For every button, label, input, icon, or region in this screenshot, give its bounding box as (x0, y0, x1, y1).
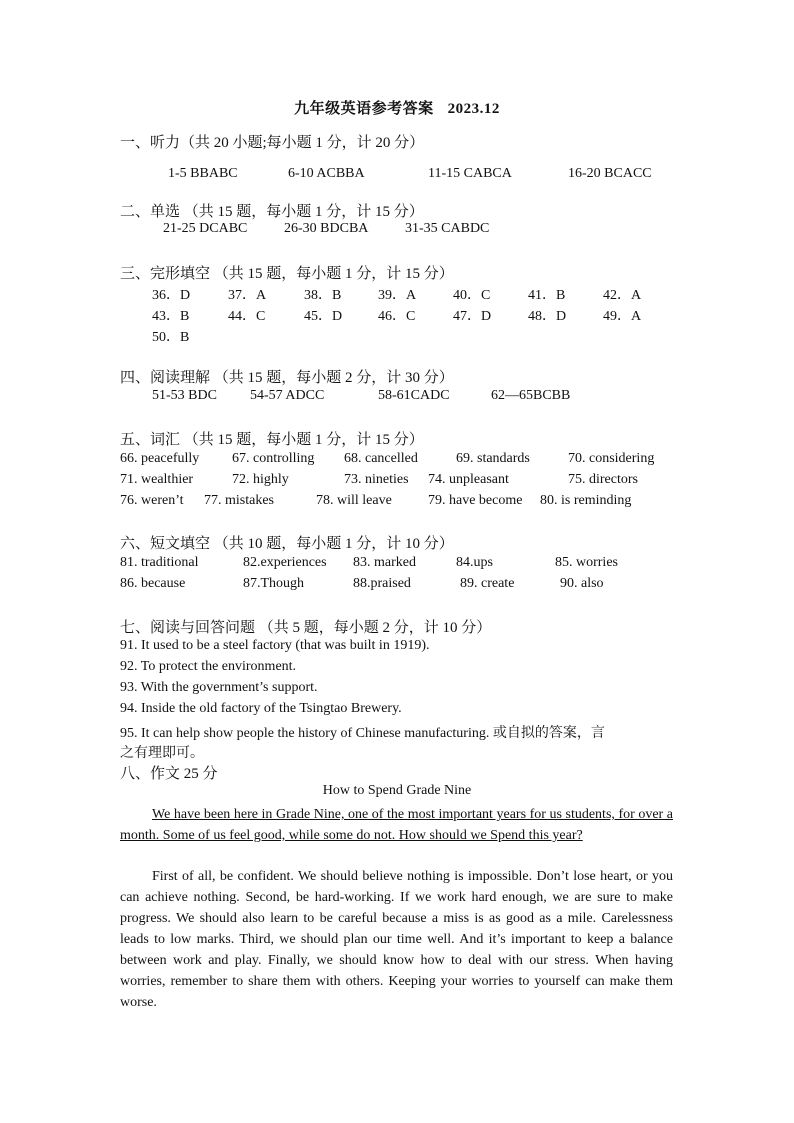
section-6-row-1 (0, 555, 794, 575)
section-4-heading: 四、阅读理解 （共 15 题，每小题 2 分，计 30 分） (120, 370, 454, 386)
answer-item: 78. will leave (316, 493, 392, 508)
section-2-heading: 二、单选 （共 15 题，每小题 1 分，计 15 分） (120, 204, 424, 220)
answer-item: 87.Though (243, 576, 305, 591)
answer-line: 92. To protect the environment. (120, 659, 297, 674)
answer-group: 11-15 CABCA (428, 166, 512, 181)
answer-item: 36．D (152, 288, 191, 303)
essay-intro-paragraph (120, 804, 673, 846)
essay-title: How to Spend Grade Nine (322, 783, 472, 798)
section-6-heading: 六、短文填空 （共 10 题，每小题 1 分，计 10 分） (120, 536, 454, 552)
answer-item: 46．C (378, 309, 416, 324)
answer-item: 80. is reminding (540, 493, 632, 508)
section-5-heading: 五、词汇 （共 15 题，每小题 1 分，计 15 分） (120, 432, 424, 448)
section-7-heading: 七、阅读与回答问题 （共 5 题，每小题 2 分，计 10 分） (120, 620, 492, 636)
answer-item: 83. marked (353, 555, 416, 570)
answer-item: 82.experiences (243, 555, 327, 570)
answer-item: 72. highly (232, 472, 289, 487)
answer-item: 88.praised (353, 576, 411, 591)
answer-item: 38．B (304, 288, 342, 303)
section-5-row-2 (0, 472, 794, 492)
answer-item: 66. peacefully (120, 451, 200, 466)
answer-item: 90. also (560, 576, 604, 591)
answer-item: 40．C (453, 288, 491, 303)
answer-item: 71. wealthier (120, 472, 194, 487)
section-6-row-2 (0, 576, 794, 596)
section-5-row-3 (0, 493, 794, 513)
answer-group: 58-61CADC (378, 388, 450, 403)
answer-item: 44．C (228, 309, 266, 324)
answer-item: 79. have become (428, 493, 523, 508)
section-1-heading: 一、听力（共 20 小题;每小题 1 分，计 20 分） (120, 135, 425, 151)
answer-item: 86. because (120, 576, 186, 591)
answer-group: 1-5 BBABC (168, 166, 238, 181)
answer-group: 62—65BCBB (491, 388, 571, 403)
section-5-row-1 (0, 451, 794, 471)
answer-group: 16-20 BCACC (568, 166, 652, 181)
answer-item: 89. create (460, 576, 515, 591)
section-8-heading: 八、作文 25 分 (120, 766, 218, 782)
answer-item: 43．B (152, 309, 190, 324)
answer-item: 49．A (603, 309, 642, 324)
answer-item: 76. weren’t (120, 493, 184, 508)
section-4-answers (0, 388, 794, 408)
section-3-row-1 (0, 284, 794, 304)
essay-body-paragraph (120, 866, 673, 1013)
title-date: 2023.12 (447, 101, 500, 117)
answer-item: 67. controlling (232, 451, 315, 466)
answer-line: 95. It can help show people the history of Chinese manufacturing. 或自拟的答案，言 (120, 726, 605, 741)
answer-item: 42．A (603, 288, 642, 303)
answer-line: 94. Inside the old factory of the Tsingtao Brewery. (120, 701, 402, 716)
answer-item: 74. unpleasant (428, 472, 509, 487)
answer-item: 70. considering (568, 451, 655, 466)
section-2-answers (0, 221, 794, 241)
section-1-answers (0, 166, 794, 186)
answer-item: 37．A (228, 288, 267, 303)
page-title (0, 97, 794, 118)
answer-group: 31-35 CABDC (405, 221, 490, 236)
answer-item: 41．B (528, 288, 566, 303)
answer-item: 45．D (304, 309, 343, 324)
answer-line: 93. With the government’s support. (120, 680, 318, 695)
answer-line: 之有理即可。 (120, 746, 204, 761)
essay-intro-text: We have been here in Grade Nine, one of the most important years for us students, for over a month. Some of us feel good, while some do not. How should we Spend this year? (120, 807, 673, 843)
answer-item: 75. directors (568, 472, 638, 487)
answer-group: 21-25 DCABC (163, 221, 248, 236)
answer-item: 84.ups (456, 555, 493, 570)
answer-item: 73. nineties (344, 472, 409, 487)
answer-line: 91. It used to be a steel factory (that was built in 1919). (120, 638, 430, 653)
answer-group: 6-10 ACBBA (288, 166, 365, 181)
answer-group: 51-53 BDC (152, 388, 217, 403)
answer-item: 48．D (528, 309, 567, 324)
essay-body-text: First of all, be confident. We should believe nothing is impossible. Don’t lose heart, or you can achieve nothing. Second, be hard-working. If we work hard enough, we are sure to make progress. We should also learn to be careful because a miss is as good as a mile. Carelessness leads to low marks. Third, we should plan our time well. And it’s important to keep a balance between work and play. Finally, we should know how to deal with our stress. When having worries, remember to share them with others. Keeping your worries to yourself can make them worse. (120, 869, 673, 1010)
answer-item: 81. traditional (120, 555, 199, 570)
answer-item: 85. worries (555, 555, 618, 570)
answer-item: 68. cancelled (344, 451, 418, 466)
title-main: 九年级英语参考答案 (294, 101, 434, 117)
answer-item: 47．D (453, 309, 492, 324)
answer-group: 26-30 BDCBA (284, 221, 369, 236)
answer-item: 50．B (152, 330, 190, 345)
answer-item: 39．A (378, 288, 417, 303)
answer-group: 54-57 ADCC (250, 388, 325, 403)
section-3-heading: 三、完形填空 （共 15 题，每小题 1 分，计 15 分） (120, 266, 454, 282)
answer-item: 77. mistakes (204, 493, 274, 508)
section-3-row-3 (0, 326, 794, 346)
section-3-row-2 (0, 305, 794, 325)
answer-item: 69. standards (456, 451, 530, 466)
